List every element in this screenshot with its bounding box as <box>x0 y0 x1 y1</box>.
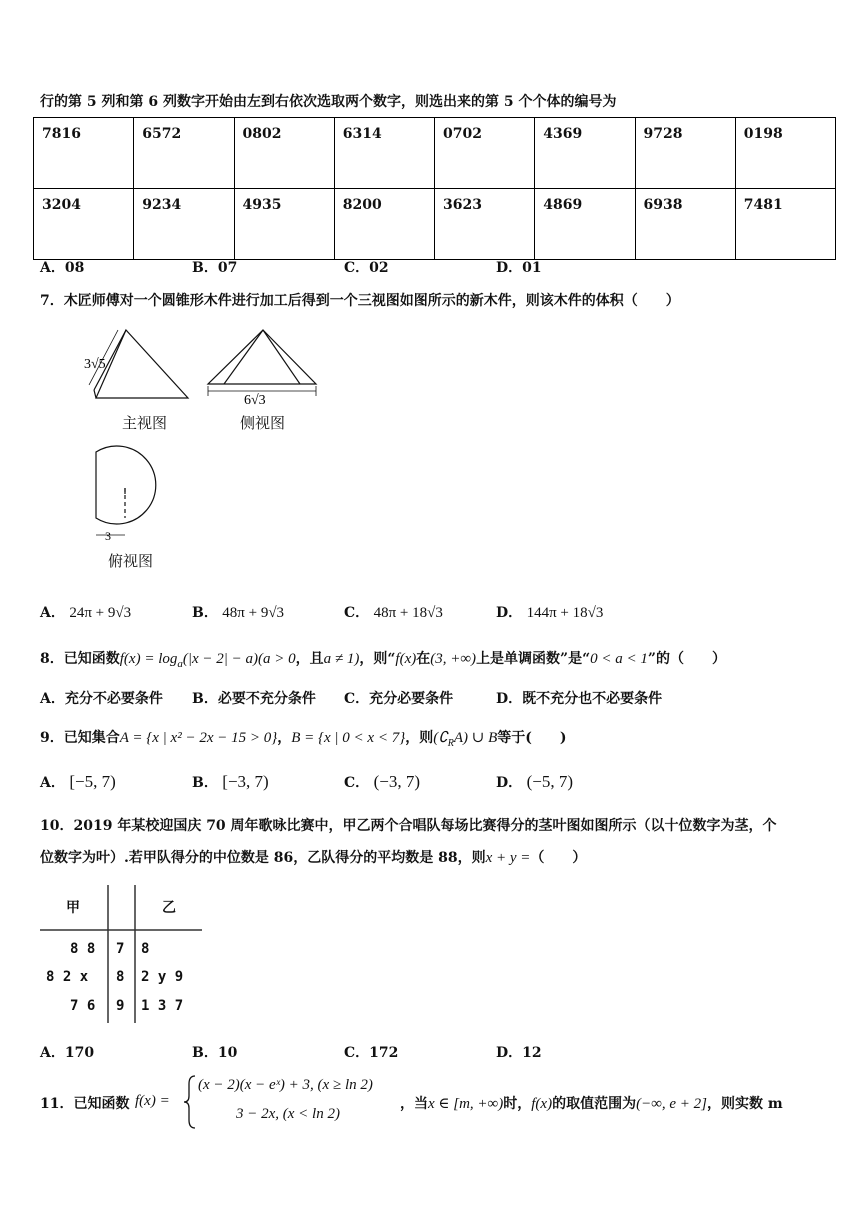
option-a[interactable]: A．170 <box>40 1045 95 1061</box>
q11-lead: 11．已知函数 <box>40 1096 130 1112</box>
table-cell: 7816 <box>34 118 134 189</box>
table-cell: 9234 <box>134 189 234 260</box>
left-leaves: 8 8 <box>70 941 96 957</box>
header-jia: 甲 <box>66 900 80 916</box>
option-a[interactable]: A． [−5, 7) <box>40 772 116 791</box>
table-cell: 6938 <box>635 189 735 260</box>
top-view-label: 俯视图 <box>108 552 154 570</box>
table-cell: 0802 <box>234 118 334 189</box>
q10-stem-line1: 10．2019 年某校迎国庆 70 周年歌咏比赛中，甲乙两个合唱队每场比赛得分的茎叶图如图所示（以十位数字为茎，个 <box>40 818 777 834</box>
left-leaves: 8 2 x <box>46 969 89 985</box>
stem-value: 9 <box>116 998 125 1014</box>
table-cell: 0198 <box>735 118 835 189</box>
q9-stem: 9．已知集合A = {x | x² − 2x − 15 > 0}，B = {x | 0 < x < 7}，则$(∁_RA)$ ∪ B等于( ) <box>40 730 567 749</box>
option-a[interactable]: A． 24π + 9√3 <box>40 605 132 621</box>
option-b[interactable]: B．07 <box>192 260 238 276</box>
table-cell: 8200 <box>334 189 434 260</box>
table-cell: 3623 <box>435 189 535 260</box>
stem-leaf-plot <box>40 885 205 1025</box>
right-leaves: 1 3 7 <box>141 998 184 1014</box>
three-view-figure <box>78 322 328 572</box>
side-view-label: 侧视图 <box>240 414 286 432</box>
side-dim-label: 6√3 <box>244 393 266 408</box>
q10-stem-line2: 位数字为叶）.若甲队得分的中位数是 86，乙队得分的平均数是 88，则x + y =（ ） <box>40 850 587 866</box>
front-dim-label: 3√5 <box>84 357 106 372</box>
table-row <box>34 189 836 260</box>
stem-value: 8 <box>116 969 125 985</box>
option-b[interactable]: B．10 <box>192 1045 238 1061</box>
front-view-label: 主视图 <box>122 414 168 432</box>
table-cell: 9728 <box>635 118 735 189</box>
q7-stem: 7．木匠师傅对一个圆锥形木件进行加工后得到一个三视图如图所示的新木件，则该木件的体积（ ） <box>40 293 680 309</box>
option-d[interactable]: D．既不充分也不必要条件 <box>496 691 663 707</box>
option-d[interactable]: D．12 <box>496 1045 542 1061</box>
q11-tail: ，当x ∈ [m, +∞)时，f(x)的取值范围为(−∞, e + 2]，则实数 m <box>400 1096 783 1112</box>
table-cell: 6314 <box>334 118 434 189</box>
option-d[interactable]: D． 144π + 18√3 <box>496 605 604 621</box>
header-yi: 乙 <box>162 900 176 916</box>
table-row <box>34 118 836 189</box>
q11-case2: 3 − 2x, (x < ln 2) <box>236 1106 340 1122</box>
table-cell: 4369 <box>535 118 635 189</box>
q6-stem: 行的第 5 列和第 6 列数字开始由左到右依次选取两个数字，则选出来的第 5 个个体的编号为 <box>40 94 617 110</box>
table-cell: 4935 <box>234 189 334 260</box>
option-c[interactable]: C．充分必要条件 <box>344 691 454 707</box>
side-view <box>208 330 316 396</box>
option-c[interactable]: C．02 <box>344 260 389 276</box>
q11-fname: f(x) = <box>135 1093 170 1109</box>
top-view <box>96 446 156 535</box>
option-b[interactable]: B． 48π + 9√3 <box>192 605 285 621</box>
right-leaves: 8 <box>141 941 150 957</box>
q11-case1: (x − 2)(x − eˣ) + 3, (x ≥ ln 2) <box>198 1077 373 1093</box>
table-cell: 4869 <box>535 189 635 260</box>
option-b[interactable]: B． [−3, 7) <box>192 772 269 791</box>
option-c[interactable]: C．172 <box>344 1045 399 1061</box>
option-a[interactable]: A．充分不必要条件 <box>40 691 163 707</box>
option-a[interactable]: A．08 <box>40 260 85 276</box>
table-cell: 0702 <box>435 118 535 189</box>
top-dim-label: 3 <box>105 529 111 543</box>
right-leaves: 2 y 9 <box>141 969 184 985</box>
option-d[interactable]: D． (−5, 7) <box>496 772 574 791</box>
left-leaves: 7 6 <box>70 998 96 1014</box>
table-cell: 6572 <box>134 118 234 189</box>
table-cell: 7481 <box>735 189 835 260</box>
table-cell: 3204 <box>34 189 134 260</box>
stem-value: 7 <box>116 941 125 957</box>
q8-stem: 8．已知函数$f(x) = \log_a(|x - 2| - a)(a > 0$，且a ≠ 1)，则“f(x)在(3, +∞)上是单调函数”是“0 < a < 1”的（ ） <box>40 651 726 670</box>
piecewise-brace <box>183 1074 197 1130</box>
random-number-table <box>33 117 836 260</box>
option-c[interactable]: C． (−3, 7) <box>344 772 421 791</box>
option-b[interactable]: B．必要不充分条件 <box>192 691 316 707</box>
option-d[interactable]: D．01 <box>496 260 542 276</box>
option-c[interactable]: C． 48π + 18√3 <box>344 605 443 621</box>
